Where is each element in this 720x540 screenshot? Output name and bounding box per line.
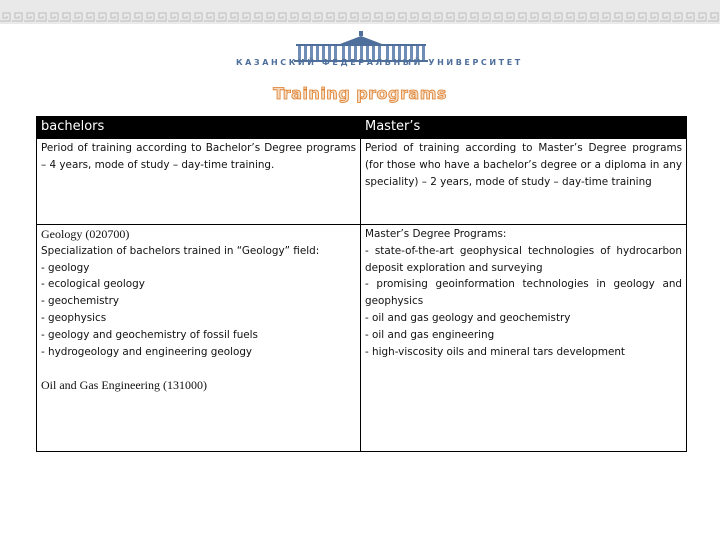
table-row (37, 225, 687, 452)
programs-table (36, 116, 687, 452)
list-item: - geology and geochemistry of fossil fuels (41, 328, 258, 341)
bachelors-period-cell (37, 139, 361, 225)
masters-period-text: Period of training according to Master’s Degree programs (for those who have a bachelor’s degree or a diploma in any speciality) – 2 years, mode of study – day-time training (365, 142, 682, 188)
list-item: - state-of-the-art geophysical technologies of hydrocarbon deposit exploration and surveying (365, 244, 682, 274)
list-item: - geology (41, 261, 90, 274)
list-item: - promising geoinformation technologies in geology and geophysics (365, 278, 682, 308)
list-item: - geophysics (41, 311, 107, 324)
header-masters: Master’s (361, 117, 687, 139)
list-item: - oil and gas geology and geochemistry (365, 311, 571, 324)
slide-title: Training programs (273, 84, 447, 103)
table-header-row (37, 117, 687, 139)
bachelors-period-text: Period of training according to Bachelor’s Degree programs – 4 years, mode of study – day-time training. (41, 142, 356, 171)
greek-key-border (0, 12, 720, 22)
header-bachelors: bachelors (37, 117, 361, 139)
masters-programs-cell (361, 225, 687, 452)
list-item: - hydrogeology and engineering geology (41, 345, 253, 358)
bachelors-programs-cell (37, 225, 361, 452)
specialization-intro: Specialization of bachelors trained in “Geology” field: (41, 244, 320, 257)
masters-programs-heading: Master’s Degree Programs: (365, 228, 507, 240)
list-item: - high-viscosity oils and mineral tars development (365, 345, 626, 358)
masters-period-cell (361, 139, 687, 225)
university-logo (236, 30, 523, 72)
list-item: - ecological geology (41, 278, 145, 291)
table-row (37, 139, 687, 225)
list-item: - oil and gas engineering (365, 328, 495, 341)
university-name: КАЗАНСКИЙ ФЕДЕРАЛЬНЫЙ УНИВЕРСИТЕТ (236, 58, 523, 67)
oil-gas-heading: Oil and Gas Engineering (131000) (41, 378, 207, 393)
list-item: - geochemistry (41, 295, 120, 308)
geology-heading: Geology (020700) (41, 227, 130, 241)
